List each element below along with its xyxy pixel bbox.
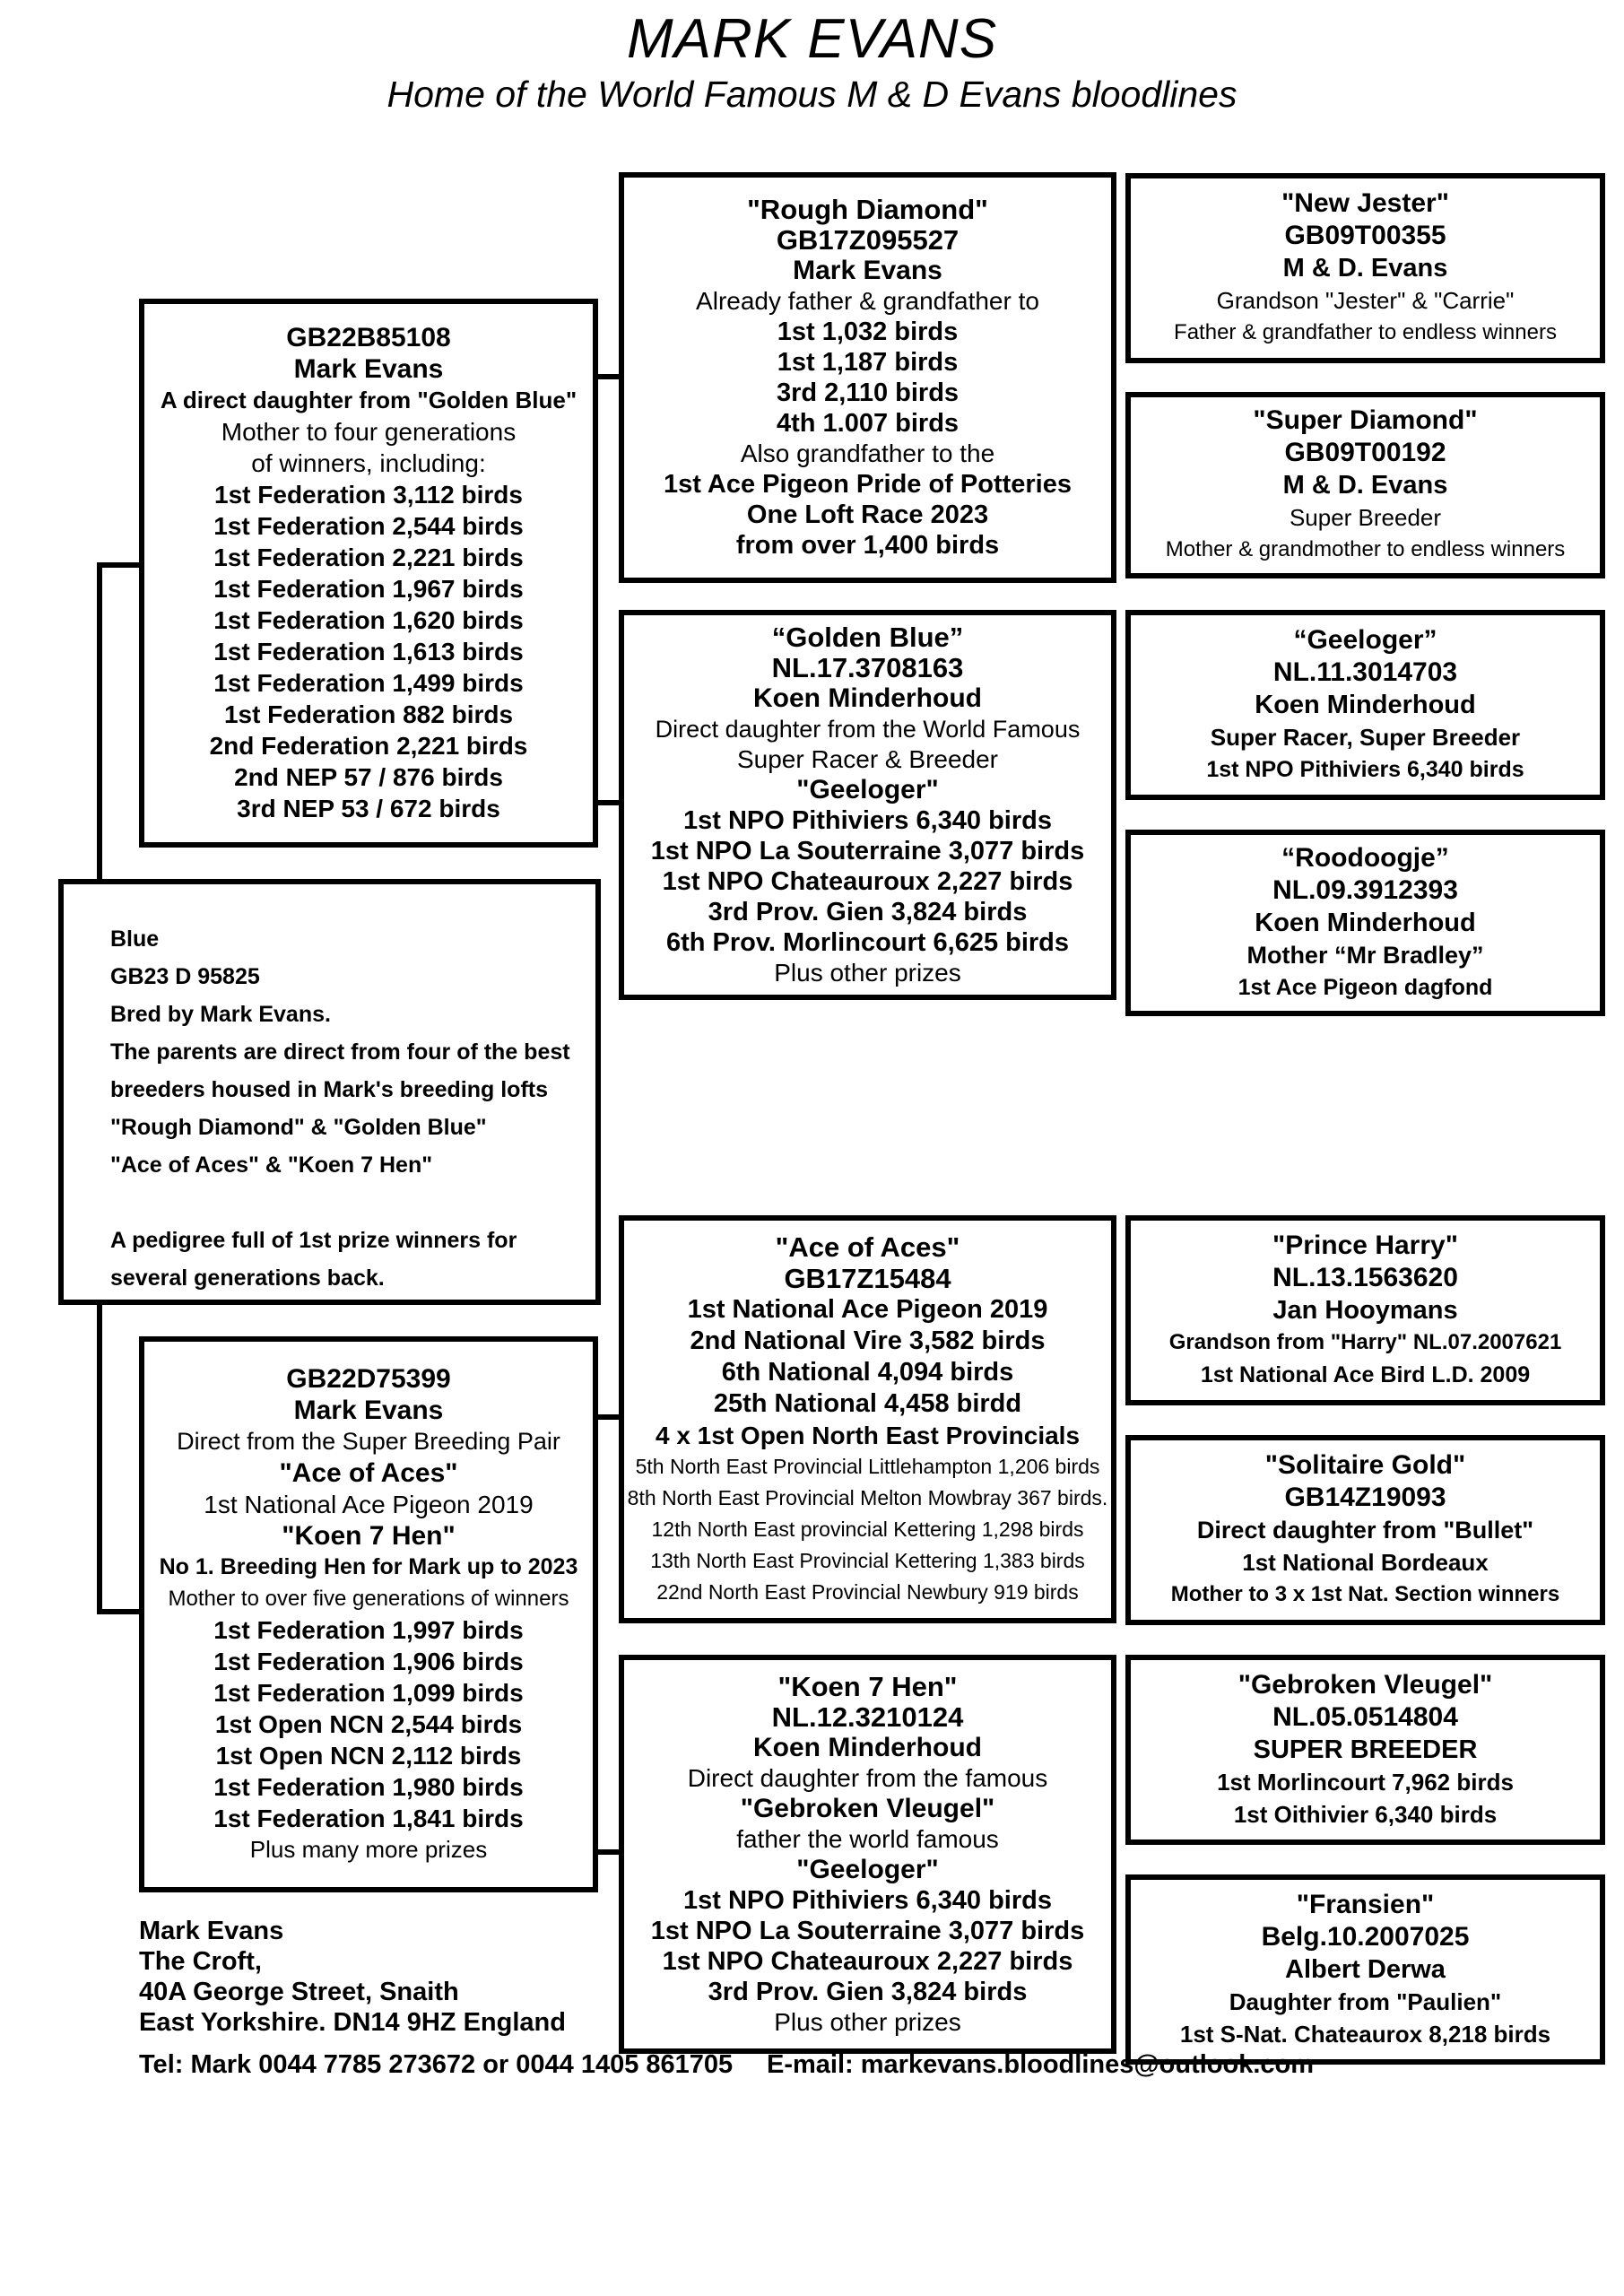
breeder-name: Jan Hooymans (1272, 1296, 1458, 1325)
breeder-name: Albert Derwa (1285, 1955, 1446, 1984)
pedigree-box-rough-diamond (619, 172, 1116, 583)
lineage-line: A direct daughter from "Golden Blue" (160, 387, 578, 413)
lineage-line: Daughter from "Paulien" (1229, 1988, 1502, 2015)
lineage-line: "Gebroken Vleugel" (740, 1793, 995, 1823)
description-line: The parents are direct from four of the best (110, 1039, 570, 1065)
breeder-name: Koen Minderhoud (1255, 909, 1476, 937)
breeder-line: Bred by Mark Evans. (110, 1002, 331, 1027)
description-line: of winners, including: (251, 449, 486, 477)
pedigree-box-sire-gb22d75399 (139, 1336, 598, 1892)
description-line: Mother to over five generations of winners (168, 1587, 569, 1611)
contact-address-line: The Croft, (139, 1947, 262, 1976)
contact-address-line: 40A George Street, Snaith (139, 1978, 459, 2006)
achievement-line: 1st Federation 2,221 birds (213, 544, 524, 571)
achievement-line: 12th North East provincial Kettering 1,298 birds (651, 1517, 1084, 1541)
achievement-line: 6th National 4,094 birds (721, 1357, 1014, 1387)
description-line: Father & grandfather to endless winners (1174, 320, 1557, 344)
achievement-line: 1st Federation 1,906 birds (213, 1648, 524, 1675)
achievement-line: 3rd Prov. Gien 3,824 birds (708, 1977, 1028, 2006)
description-line: Direct daughter from the famous (687, 1763, 1048, 1792)
description-line: Plus other prizes (774, 2007, 961, 2036)
bird-name: "Prince Harry" (1272, 1231, 1458, 1260)
description-line: Super Breeder (1289, 504, 1442, 531)
achievement-line: 6th Prov. Morlincourt 6,625 birds (665, 927, 1070, 957)
description-line: Already father & grandfather to (696, 287, 1039, 315)
ring-number: GB22D75399 (286, 1364, 451, 1394)
ring-number: GB09T00192 (1284, 438, 1446, 467)
lineage-line: "Rough Diamond" & "Golden Blue" (110, 1115, 487, 1140)
bird-name: "Gebroken Vleugel" (1238, 1670, 1493, 1700)
achievement-line: 1st NPO Pithiviers 6,340 birds (1206, 757, 1524, 782)
achievement-line: 3rd Prov. Gien 3,824 birds (708, 897, 1028, 926)
bird-name: "Fransien" (1296, 1890, 1435, 1919)
contact-address-block (139, 1916, 566, 2038)
ring-number: NL.09.3912393 (1272, 875, 1458, 905)
bird-name: “Golden Blue” (771, 621, 964, 653)
achievement-line: 1st Open NCN 2,112 birds (215, 1742, 522, 1770)
achievement-line: 4 x 1st Open North East Provincials (655, 1421, 1081, 1449)
description-line: several generations back. (110, 1265, 385, 1291)
achievement-line: 1st National Bordeaux (1242, 1549, 1489, 1576)
description-line: Mother to four generations (221, 418, 517, 446)
achievement-line: 1st 1,187 birds (777, 348, 959, 377)
ring-number: NL.11.3014703 (1272, 657, 1458, 687)
achievement-line: 1st Morlincourt 7,962 birds (1217, 1769, 1514, 1796)
achievement-line: 25th National 4,458 birdd (713, 1388, 1022, 1418)
description-line: SUPER BREEDER (1253, 1735, 1478, 1764)
phone-numbers: Tel: Mark 0044 7785 273672 or 0044 1405 861705 (139, 2050, 734, 2079)
achievement-line: 1st Federation 1,099 birds (213, 1679, 524, 1707)
achievement-line: 13th North East Provincial Kettering 1,383 birds (650, 1548, 1085, 1572)
breeder-name: Mark Evans (793, 256, 942, 285)
lineage-line: "Geeloger" (796, 774, 939, 804)
breeder-name: Koen Minderhoud (753, 683, 982, 713)
ring-number: NL.13.1563620 (1272, 1263, 1458, 1292)
description-line: father the world famous (736, 1824, 999, 1853)
achievement-line: 2nd National Vire 3,582 birds (690, 1326, 1046, 1355)
achievement-line: 1st Ace Pigeon dagfond (1238, 975, 1493, 1000)
pedigree-box-roodoogje (1125, 830, 1605, 1016)
achievement-line: 1st S-Nat. Chateaurox 8,218 birds (1179, 2021, 1551, 2048)
pedigree-box-geeloger (1125, 610, 1605, 800)
contact-address-line: East Yorkshire. DN14 9HZ England (139, 2008, 566, 2037)
achievement-line: 1st Federation 1,620 birds (213, 606, 524, 634)
pedigree-box-koen-7-hen (619, 1655, 1116, 2054)
description-line: Direct from the Super Breeding Pair (177, 1428, 560, 1455)
achievement-line: 1st Federation 1,980 birds (213, 1773, 524, 1801)
breeder-name: Koen Minderhoud (753, 1732, 982, 1762)
description-line: Also grandfather to the (740, 439, 995, 467)
lineage-line: Grandson "Jester" & "Carrie" (1216, 287, 1515, 314)
achievement-line: 5th North East Provincial Littlehampton 1,206 birds (635, 1454, 1100, 1478)
description-line: Mother & grandmother to endless winners (1165, 537, 1566, 561)
achievement-line: 1st Federation 1,997 birds (213, 1616, 524, 1644)
bird-name: "Koen 7 Hen" (777, 1670, 958, 1702)
ring-number: GB22B85108 (286, 323, 451, 352)
ring-number: GB14Z19093 (1284, 1483, 1446, 1512)
bird-name: "Ace of Aces" (775, 1231, 960, 1263)
achievement-line: 1st Federation 1,613 birds (213, 638, 524, 665)
description-line: Direct daughter from the World Famous (655, 715, 1081, 743)
email-address: E-mail: markevans.bloodlines@outlook.com (767, 2050, 1315, 2079)
bird-name: "Rough Diamond" (747, 194, 988, 225)
bird-name: "Super Diamond" (1253, 405, 1478, 435)
pedigree-box-fransien (1125, 1874, 1605, 2065)
description-line: Mother to 3 x 1st Nat. Section winners (1170, 1582, 1560, 1606)
breeder-name: M & D. Evans (1282, 254, 1448, 283)
ring-number: NL.05.0514804 (1272, 1702, 1458, 1732)
lineage-line: "Ace of Aces" (279, 1458, 458, 1488)
achievement-line: 4th 1.007 birds (776, 409, 960, 438)
achievement-line: 1st Federation 1,841 birds (213, 1805, 524, 1832)
achievement-line: 3rd 2,110 birds (776, 378, 960, 407)
achievement-line: 1st Oithivier 6,340 birds (1233, 1801, 1498, 1828)
pedigree-box-super-diamond (1125, 392, 1605, 578)
achievement-line: from over 1,400 birds (735, 531, 1000, 560)
pedigree-box-golden-blue (619, 610, 1116, 1000)
ring-number: GB09T00355 (1284, 221, 1446, 250)
bird-name: "New Jester" (1281, 188, 1449, 218)
page-subtitle: Home of the World Famous M & D Evans bloodlines (386, 74, 1238, 115)
achievement-line: 2nd NEP 57 / 876 birds (234, 763, 503, 791)
pedigree-box-ace-of-aces (619, 1215, 1116, 1623)
ring-number: GB23 D 95825 (110, 964, 260, 989)
connector-sire-stub (97, 1609, 142, 1614)
bird-name: Blue (110, 926, 160, 952)
achievement-line: 1st Federation 882 birds (223, 700, 514, 728)
description-line: Super Racer & Breeder (736, 744, 999, 773)
achievement-line: 2nd Federation 2,221 birds (209, 732, 528, 760)
achievement-line: 1st National Ace Pigeon 2019 (687, 1294, 1048, 1324)
page-title: MARK EVANS (626, 8, 998, 70)
achievement-line: 1st Federation 1,967 birds (213, 575, 524, 603)
achievement-line: One Loft Race 2023 (746, 500, 989, 529)
description-line: Plus many more prizes (249, 1836, 488, 1863)
lineage-line: "Geeloger" (796, 1854, 939, 1884)
description-line: Super Racer, Super Breeder (1210, 724, 1521, 751)
achievement-line: 3rd NEP 53 / 672 birds (237, 795, 500, 822)
breeder-name: Koen Minderhoud (1255, 691, 1476, 719)
ring-number: Belg.10.2007025 (1261, 1922, 1470, 1952)
breeder-name: M & D. Evans (1282, 471, 1448, 500)
bird-name: “Geeloger” (1293, 625, 1437, 655)
achievement-line: 1st Ace Pigeon Pride of Potteries (664, 470, 1072, 499)
lineage-line: "Ace of Aces" & "Koen 7 Hen" (110, 1152, 433, 1178)
connector-sire-vertical (97, 1300, 102, 1614)
description-line: Plus other prizes (774, 958, 961, 987)
lineage-line: Mother “Mr Bradley” (1246, 942, 1484, 969)
achievement-line: 1st NPO La Souterraine 3,077 birds (650, 1916, 1085, 1945)
lineage-line: "Koen 7 Hen" (282, 1521, 456, 1551)
achievement-line: 1st National Ace Pigeon 2019 (204, 1491, 534, 1518)
pedigree-box-new-jester (1125, 173, 1605, 363)
ring-number: NL.17.3708163 (771, 651, 964, 683)
achievement-line: 1st National Ace Bird L.D. 2009 (1200, 1362, 1531, 1387)
pedigree-box-gebroken-vleugel (1125, 1655, 1605, 1845)
breeder-name: Mark Evans (293, 1396, 444, 1425)
achievement-line: 1st NPO Chateauroux 2,227 birds (662, 1946, 1073, 1976)
achievement-line: 1st Open NCN 2,544 birds (214, 1710, 523, 1738)
breeder-name: Mark Evans (293, 354, 444, 384)
bird-name: "Solitaire Gold" (1264, 1450, 1466, 1480)
achievement-line: 22nd North East Provincial Newbury 919 birds (656, 1579, 1079, 1604)
lineage-line: Grandson from "Harry" NL.07.2007621 (1168, 1330, 1562, 1354)
achievement-line: 1st NPO Pithiviers 6,340 birds (682, 1885, 1052, 1915)
pedigree-box-dam-gb22b85108 (139, 299, 598, 848)
description-line: breeders housed in Mark's breeding lofts (110, 1077, 549, 1102)
pedigree-box-subject-blue (58, 879, 601, 1305)
achievement-line: 1st Federation 2,544 birds (213, 512, 524, 540)
achievement-line: 1st NPO La Souterraine 3,077 birds (650, 836, 1085, 865)
achievement-line: 1st NPO Pithiviers 6,340 birds (682, 805, 1052, 835)
achievement-line: 1st Federation 3,112 birds (214, 481, 523, 509)
ring-number: GB17Z095527 (776, 224, 960, 256)
pedigree-box-prince-harry (1125, 1215, 1605, 1405)
achievement-line: 1st 1,032 birds (777, 317, 959, 346)
ring-number: NL.12.3210124 (771, 1700, 964, 1733)
bird-name: “Roodoogje” (1281, 843, 1449, 873)
ring-number: GB17Z15484 (784, 1262, 951, 1294)
pedigree-box-solitaire-gold (1125, 1435, 1605, 1625)
description-line: A pedigree full of 1st prize winners for (110, 1228, 517, 1253)
connector-dam-stub (97, 562, 142, 568)
achievement-line: 1st NPO Chateauroux 2,227 birds (662, 866, 1073, 896)
connector-dam-vertical (97, 562, 102, 884)
achievement-line: 1st Federation 1,499 birds (213, 669, 524, 697)
achievement-line: 8th North East Provincial Melton Mowbray 367 birds. (627, 1485, 1108, 1509)
contact-name: Mark Evans (139, 1917, 284, 1945)
description-line: No 1. Breeding Hen for Mark up to 2023 (159, 1554, 578, 1579)
lineage-line: Direct daughter from "Bullet" (1196, 1517, 1534, 1544)
